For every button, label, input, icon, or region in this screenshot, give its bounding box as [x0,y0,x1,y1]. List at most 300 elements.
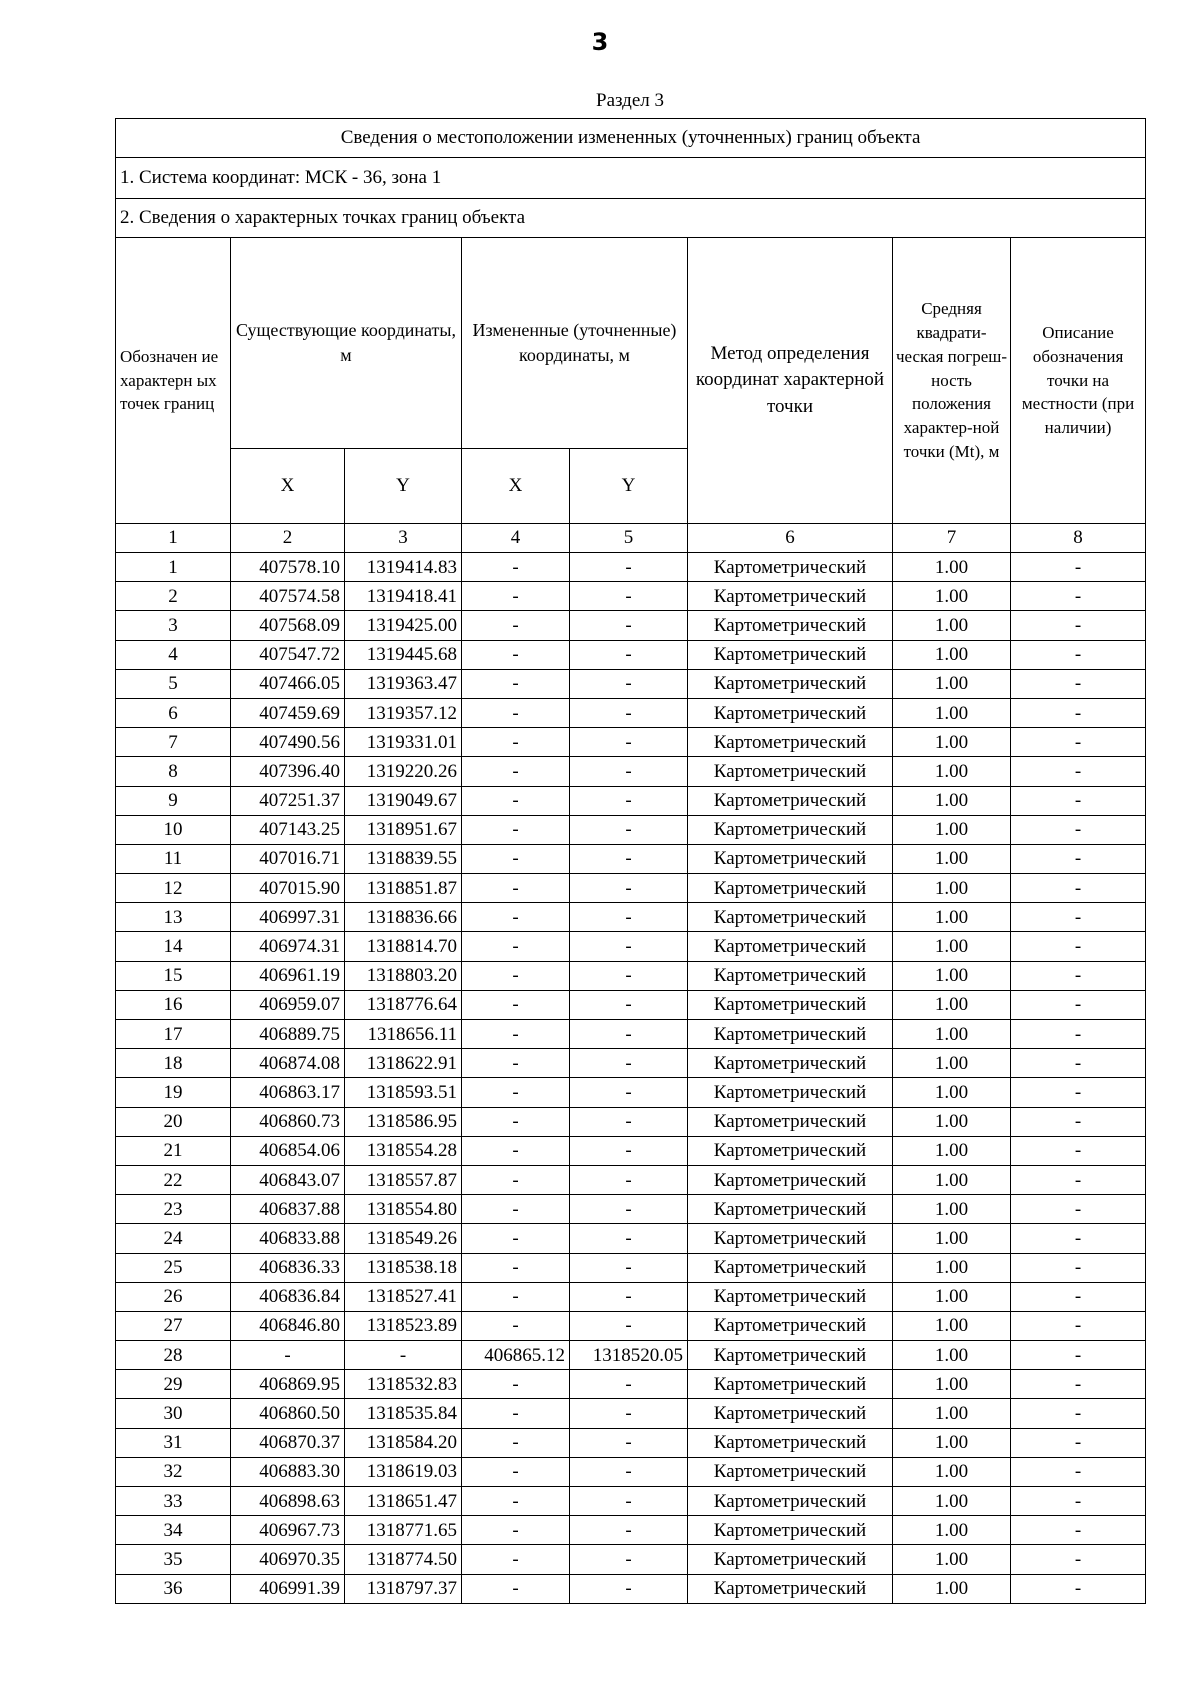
y-changed-cell: - [570,961,688,990]
x-existing-cell: 406863.17 [231,1078,345,1107]
x-existing-cell: 406967.73 [231,1516,345,1545]
y-existing-cell: 1318549.26 [345,1224,462,1253]
point-id-cell: 12 [116,874,231,903]
point-id-cell: 19 [116,1078,231,1107]
point-id-cell: 27 [116,1311,231,1340]
point-id-cell: 25 [116,1253,231,1282]
method-cell: Картометрический [688,1487,893,1516]
error-mt-cell: 1.00 [893,582,1011,611]
table-row [116,1165,1146,1194]
y-existing-cell: 1318593.51 [345,1078,462,1107]
y-changed-cell: - [570,786,688,815]
y-changed-cell: - [570,874,688,903]
column-number: 4 [462,524,570,553]
y-existing-cell: 1319220.26 [345,757,462,786]
x-changed-cell: - [462,932,570,961]
y-existing-cell: 1318836.66 [345,903,462,932]
y-changed-cell: - [570,1195,688,1224]
description-cell: - [1011,961,1146,990]
boundary-points-table [115,118,1146,1604]
table-row [116,1341,1146,1370]
coordinate-system: 1. Система координат: МСК - 36, зона 1 [116,158,1146,199]
error-mt-cell: 1.00 [893,932,1011,961]
point-id-cell: 20 [116,1107,231,1136]
x-changed-cell: 406865.12 [462,1341,570,1370]
point-id-cell: 28 [116,1341,231,1370]
y-existing-cell: 1318532.83 [345,1370,462,1399]
error-mt-cell: 1.00 [893,553,1011,582]
points-heading: 2. Сведения о характерных точках границ объекта [116,199,1146,238]
description-cell: - [1011,1311,1146,1340]
description-cell: - [1011,1282,1146,1311]
method-cell: Картометрический [688,669,893,698]
method-cell: Картометрический [688,1049,893,1078]
description-cell: - [1011,1136,1146,1165]
error-mt-cell: 1.00 [893,786,1011,815]
method-cell: Картометрический [688,640,893,669]
method-cell: Картометрический [688,1428,893,1457]
description-cell: - [1011,990,1146,1019]
method-cell: Картометрический [688,961,893,990]
table-row [116,1107,1146,1136]
method-cell: Картометрический [688,1078,893,1107]
y-changed-cell: - [570,757,688,786]
point-id-cell: 3 [116,611,231,640]
y-existing-cell: 1319445.68 [345,640,462,669]
column-number: 6 [688,524,893,553]
point-id-cell: 11 [116,844,231,873]
y-existing-cell: 1318839.55 [345,844,462,873]
x-existing-cell: 407459.69 [231,698,345,727]
x-changed-cell: - [462,1049,570,1078]
x-changed-cell: - [462,990,570,1019]
header-changed-coords: Измененные (уточненные) координаты, м [462,238,688,449]
description-cell: - [1011,698,1146,727]
x-existing-cell: 406991.39 [231,1574,345,1603]
error-mt-cell: 1.00 [893,1107,1011,1136]
table-title: Сведения о местоположении измененных (уточненных) границ объекта [116,119,1146,158]
x-existing-cell: 406869.95 [231,1370,345,1399]
x-existing-cell: 406854.06 [231,1136,345,1165]
x-changed-cell: - [462,611,570,640]
table-row [116,1545,1146,1574]
x-changed-cell: - [462,844,570,873]
y-changed-cell: - [570,1545,688,1574]
x-changed-cell: - [462,961,570,990]
x-existing-cell: 407578.10 [231,553,345,582]
table-row [116,1195,1146,1224]
x-changed-cell: - [462,698,570,727]
y-existing-cell: 1318651.47 [345,1487,462,1516]
y-existing-cell: 1318584.20 [345,1428,462,1457]
error-mt-cell: 1.00 [893,1224,1011,1253]
x-existing-cell: 407466.05 [231,669,345,698]
x-changed-cell: - [462,1282,570,1311]
point-id-cell: 15 [116,961,231,990]
description-cell: - [1011,611,1146,640]
description-cell: - [1011,1516,1146,1545]
y-changed-cell: - [570,1253,688,1282]
x-existing-cell: 407251.37 [231,786,345,815]
x-changed-cell: - [462,728,570,757]
point-id-cell: 33 [116,1487,231,1516]
x-changed-cell: - [462,903,570,932]
x-existing-cell: 406833.88 [231,1224,345,1253]
error-mt-cell: 1.00 [893,698,1011,727]
point-id-cell: 29 [116,1370,231,1399]
method-cell: Картометрический [688,990,893,1019]
method-cell: Картометрический [688,757,893,786]
y-changed-cell: - [570,553,688,582]
point-id-cell: 26 [116,1282,231,1311]
section-title: Раздел 3 [596,90,664,111]
column-number: 8 [1011,524,1146,553]
point-id-cell: 1 [116,553,231,582]
method-cell: Картометрический [688,1195,893,1224]
column-number: 7 [893,524,1011,553]
column-number: 5 [570,524,688,553]
method-cell: Картометрический [688,698,893,727]
header-y-existing: Y [345,449,462,524]
x-existing-cell: 407568.09 [231,611,345,640]
method-cell: Картометрический [688,1341,893,1370]
method-cell: Картометрический [688,815,893,844]
x-existing-cell: - [231,1341,345,1370]
description-cell: - [1011,728,1146,757]
column-number: 3 [345,524,462,553]
x-existing-cell: 406970.35 [231,1545,345,1574]
x-changed-cell: - [462,1224,570,1253]
table-row [116,553,1146,582]
x-changed-cell: - [462,1370,570,1399]
y-changed-cell: - [570,990,688,1019]
x-existing-cell: 407016.71 [231,844,345,873]
y-existing-cell: 1318951.67 [345,815,462,844]
description-cell: - [1011,1487,1146,1516]
x-changed-cell: - [462,1545,570,1574]
table-row [116,728,1146,757]
header-error: Средняя квадрати-ческая погреш-ность положения характер-ной точки (Mt), м [893,238,1011,524]
table-row [116,1253,1146,1282]
method-cell: Картометрический [688,1545,893,1574]
method-cell: Картометрический [688,1457,893,1486]
table-row [116,990,1146,1019]
y-changed-cell: - [570,815,688,844]
description-cell: - [1011,874,1146,903]
table-row [116,1457,1146,1486]
header-x-changed: X [462,449,570,524]
description-cell: - [1011,757,1146,786]
point-id-cell: 35 [116,1545,231,1574]
y-changed-cell: - [570,1574,688,1603]
point-id-cell: 13 [116,903,231,932]
x-changed-cell: - [462,1428,570,1457]
point-id-cell: 23 [116,1195,231,1224]
error-mt-cell: 1.00 [893,1020,1011,1049]
y-changed-cell: - [570,1487,688,1516]
header-y-changed: Y [570,449,688,524]
x-existing-cell: 407490.56 [231,728,345,757]
description-cell: - [1011,1428,1146,1457]
column-number: 2 [231,524,345,553]
x-changed-cell: - [462,669,570,698]
method-cell: Картометрический [688,611,893,640]
x-existing-cell: 406898.63 [231,1487,345,1516]
table-row [116,1370,1146,1399]
x-existing-cell: 406860.50 [231,1399,345,1428]
y-changed-cell: - [570,1399,688,1428]
method-cell: Картометрический [688,1165,893,1194]
point-id-cell: 22 [116,1165,231,1194]
y-changed-cell: - [570,698,688,727]
point-id-cell: 10 [116,815,231,844]
error-mt-cell: 1.00 [893,1457,1011,1486]
error-mt-cell: 1.00 [893,1311,1011,1340]
error-mt-cell: 1.00 [893,1253,1011,1282]
x-existing-cell: 406860.73 [231,1107,345,1136]
x-changed-cell: - [462,1574,570,1603]
table-row [116,640,1146,669]
table-row [116,611,1146,640]
table-row [116,1428,1146,1457]
x-existing-cell: 406843.07 [231,1165,345,1194]
y-existing-cell: 1319418.41 [345,582,462,611]
description-cell: - [1011,844,1146,873]
y-existing-cell: 1319414.83 [345,553,462,582]
error-mt-cell: 1.00 [893,990,1011,1019]
x-changed-cell: - [462,1078,570,1107]
x-existing-cell: 406874.08 [231,1049,345,1078]
table-row [116,903,1146,932]
x-changed-cell: - [462,1311,570,1340]
point-id-cell: 6 [116,698,231,727]
error-mt-cell: 1.00 [893,1428,1011,1457]
description-cell: - [1011,553,1146,582]
point-id-cell: 5 [116,669,231,698]
y-existing-cell: 1318797.37 [345,1574,462,1603]
description-cell: - [1011,1253,1146,1282]
point-id-cell: 16 [116,990,231,1019]
table-row [116,582,1146,611]
y-existing-cell: 1319363.47 [345,669,462,698]
description-cell: - [1011,1399,1146,1428]
table-row [116,786,1146,815]
y-changed-cell: - [570,1165,688,1194]
y-existing-cell: 1318814.70 [345,932,462,961]
point-id-cell: 34 [116,1516,231,1545]
method-cell: Картометрический [688,1282,893,1311]
y-existing-cell: 1318557.87 [345,1165,462,1194]
method-cell: Картометрический [688,874,893,903]
x-existing-cell: 406889.75 [231,1020,345,1049]
description-cell: - [1011,1574,1146,1603]
table-row [116,815,1146,844]
error-mt-cell: 1.00 [893,903,1011,932]
y-changed-cell: - [570,728,688,757]
method-cell: Картометрический [688,1136,893,1165]
point-id-cell: 18 [116,1049,231,1078]
error-mt-cell: 1.00 [893,611,1011,640]
description-cell: - [1011,903,1146,932]
error-mt-cell: 1.00 [893,1078,1011,1107]
point-id-cell: 24 [116,1224,231,1253]
error-mt-cell: 1.00 [893,1516,1011,1545]
x-existing-cell: 407396.40 [231,757,345,786]
y-existing-cell: 1318586.95 [345,1107,462,1136]
table-row [116,1282,1146,1311]
x-existing-cell: 407574.58 [231,582,345,611]
method-cell: Картометрический [688,1253,893,1282]
y-changed-cell: - [570,1224,688,1253]
description-cell: - [1011,1195,1146,1224]
method-cell: Картометрический [688,1370,893,1399]
y-existing-cell: 1318523.89 [345,1311,462,1340]
description-cell: - [1011,1049,1146,1078]
x-changed-cell: - [462,1107,570,1136]
header-method: Метод определения координат характерной точки [688,238,893,524]
y-changed-cell: - [570,1107,688,1136]
error-mt-cell: 1.00 [893,961,1011,990]
description-cell: - [1011,815,1146,844]
table-row [116,1049,1146,1078]
y-changed-cell: - [570,582,688,611]
method-cell: Картометрический [688,932,893,961]
x-changed-cell: - [462,1399,570,1428]
y-existing-cell: 1318656.11 [345,1020,462,1049]
table-row [116,1487,1146,1516]
x-existing-cell: 407547.72 [231,640,345,669]
error-mt-cell: 1.00 [893,1370,1011,1399]
description-cell: - [1011,932,1146,961]
y-changed-cell: - [570,903,688,932]
description-cell: - [1011,1107,1146,1136]
error-mt-cell: 1.00 [893,1049,1011,1078]
point-id-cell: 4 [116,640,231,669]
y-existing-cell: 1319357.12 [345,698,462,727]
error-mt-cell: 1.00 [893,757,1011,786]
table-row [116,1136,1146,1165]
description-cell: - [1011,786,1146,815]
table-row [116,932,1146,961]
error-mt-cell: 1.00 [893,1399,1011,1428]
y-changed-cell: 1318520.05 [570,1341,688,1370]
method-cell: Картометрический [688,728,893,757]
x-changed-cell: - [462,815,570,844]
x-existing-cell: 406836.84 [231,1282,345,1311]
point-id-cell: 2 [116,582,231,611]
table-row [116,669,1146,698]
description-cell: - [1011,582,1146,611]
x-existing-cell: 406836.33 [231,1253,345,1282]
x-changed-cell: - [462,553,570,582]
point-id-cell: 9 [116,786,231,815]
point-id-cell: 8 [116,757,231,786]
column-numbers-row [116,524,1146,553]
error-mt-cell: 1.00 [893,874,1011,903]
point-id-cell: 36 [116,1574,231,1603]
x-changed-cell: - [462,757,570,786]
method-cell: Картометрический [688,553,893,582]
table-row [116,1311,1146,1340]
table-row [116,1574,1146,1603]
error-mt-cell: 1.00 [893,728,1011,757]
description-cell: - [1011,669,1146,698]
header-x-existing: X [231,449,345,524]
y-changed-cell: - [570,1136,688,1165]
y-changed-cell: - [570,1311,688,1340]
y-existing-cell: 1318771.65 [345,1516,462,1545]
y-changed-cell: - [570,932,688,961]
error-mt-cell: 1.00 [893,1545,1011,1574]
column-number: 1 [116,524,231,553]
method-cell: Картометрический [688,844,893,873]
x-existing-cell: 406883.30 [231,1457,345,1486]
y-existing-cell: 1319331.01 [345,728,462,757]
x-changed-cell: - [462,1136,570,1165]
table-row [116,961,1146,990]
x-existing-cell: 406974.31 [231,932,345,961]
point-id-cell: 14 [116,932,231,961]
error-mt-cell: 1.00 [893,844,1011,873]
description-cell: - [1011,1078,1146,1107]
y-existing-cell: 1318527.41 [345,1282,462,1311]
table-row [116,1224,1146,1253]
y-changed-cell: - [570,844,688,873]
point-id-cell: 30 [116,1399,231,1428]
error-mt-cell: 1.00 [893,1165,1011,1194]
description-cell: - [1011,1224,1146,1253]
page-number: 3 [591,28,609,56]
table-row [116,844,1146,873]
description-cell: - [1011,1165,1146,1194]
error-mt-cell: 1.00 [893,1136,1011,1165]
x-existing-cell: 406837.88 [231,1195,345,1224]
table-row [116,1078,1146,1107]
y-changed-cell: - [570,611,688,640]
point-id-cell: 17 [116,1020,231,1049]
point-id-cell: 31 [116,1428,231,1457]
error-mt-cell: 1.00 [893,640,1011,669]
x-existing-cell: 407143.25 [231,815,345,844]
x-changed-cell: - [462,1457,570,1486]
x-changed-cell: - [462,582,570,611]
table-row [116,757,1146,786]
y-existing-cell: 1318774.50 [345,1545,462,1574]
y-existing-cell: 1319425.00 [345,611,462,640]
error-mt-cell: 1.00 [893,1195,1011,1224]
y-existing-cell: 1318554.80 [345,1195,462,1224]
method-cell: Картометрический [688,903,893,932]
y-existing-cell: 1318619.03 [345,1457,462,1486]
y-existing-cell: 1318622.91 [345,1049,462,1078]
x-changed-cell: - [462,640,570,669]
description-cell: - [1011,1545,1146,1574]
method-cell: Картометрический [688,786,893,815]
point-id-cell: 7 [116,728,231,757]
x-existing-cell: 406959.07 [231,990,345,1019]
y-changed-cell: - [570,1457,688,1486]
description-cell: - [1011,1370,1146,1399]
y-changed-cell: - [570,1370,688,1399]
y-changed-cell: - [570,640,688,669]
method-cell: Картометрический [688,1020,893,1049]
x-changed-cell: - [462,786,570,815]
description-cell: - [1011,640,1146,669]
method-cell: Картометрический [688,1311,893,1340]
y-existing-cell: 1319049.67 [345,786,462,815]
y-changed-cell: - [570,1078,688,1107]
method-cell: Картометрический [688,1574,893,1603]
